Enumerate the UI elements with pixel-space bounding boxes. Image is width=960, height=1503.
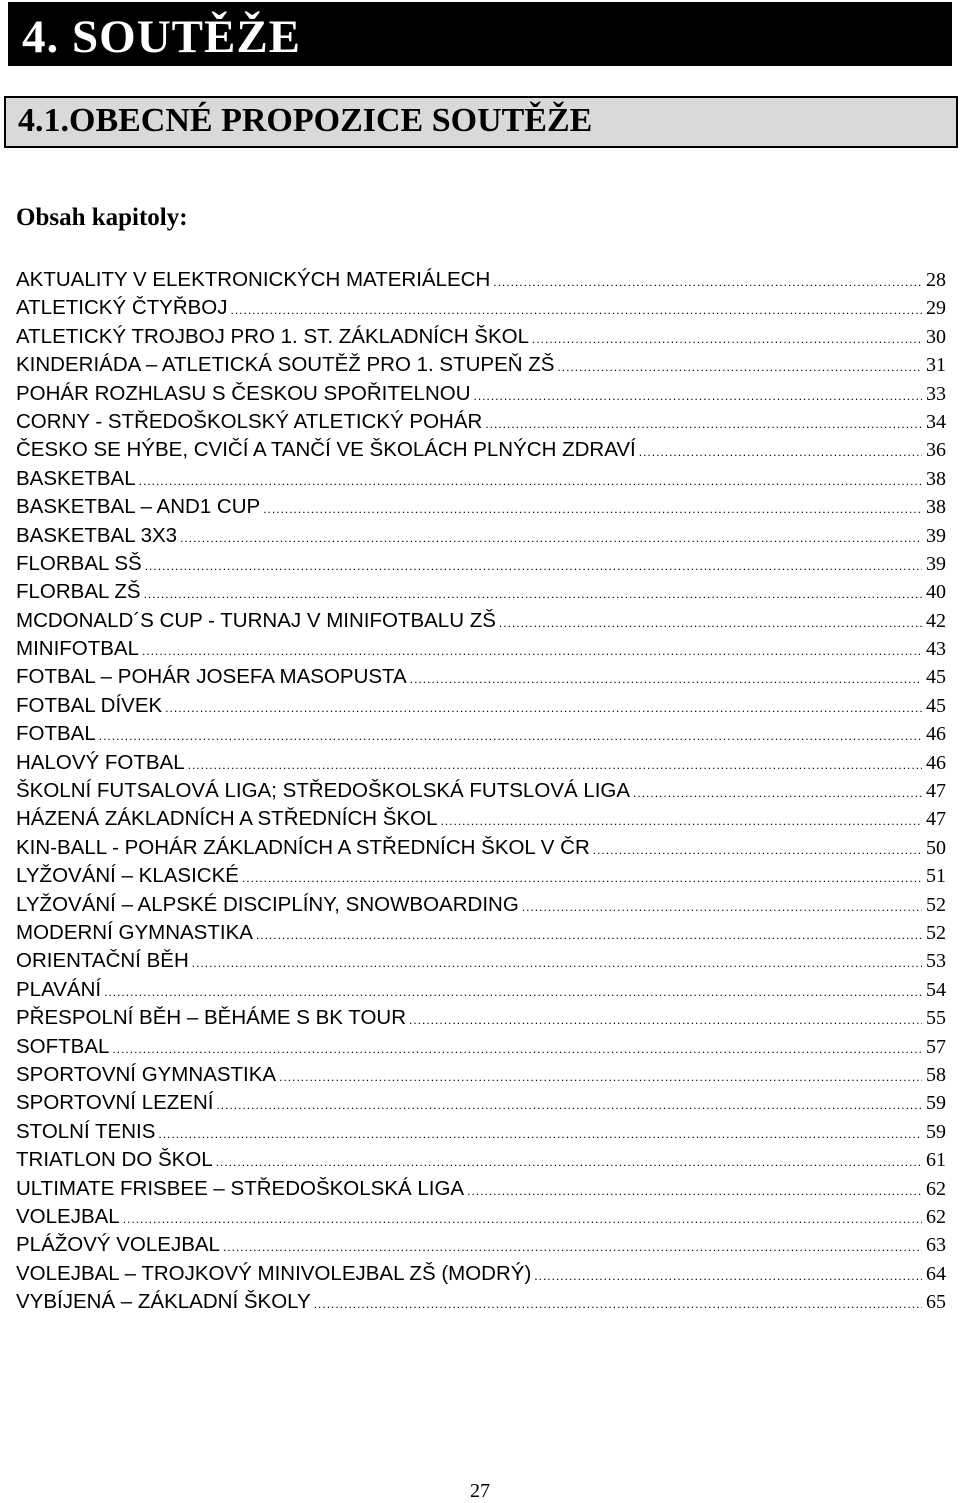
toc-entry[interactable] <box>16 862 946 890</box>
toc-entry[interactable] <box>16 777 946 805</box>
toc-entry-page: 36 <box>926 439 946 462</box>
toc-entry[interactable] <box>16 976 946 1004</box>
toc-entry[interactable] <box>16 1146 946 1174</box>
toc-entry-label: VOLEJBAL – TROJKOVÝ MINIVOLEJBAL ZŠ (MODRÝ) <box>16 1261 532 1285</box>
toc-entry-label: MINIFOTBAL <box>16 637 140 661</box>
toc-dot-leader <box>314 1290 922 1316</box>
toc-entry[interactable] <box>16 805 946 833</box>
toc-entry-page: 59 <box>926 1120 946 1143</box>
toc-entry-page: 38 <box>926 496 946 519</box>
toc-entry-label: ATLETICKÝ TROJBOJ PRO 1. ST. ZÁKLADNÍCH ŠKOL <box>16 324 530 348</box>
toc-dot-leader <box>216 1091 922 1117</box>
toc-entry-label: KINDERIÁDA – ATLETICKÁ SOUTĚŽ PRO 1. STUPEŇ ZŠ <box>16 353 555 377</box>
toc-dot-leader <box>532 325 922 351</box>
toc-entry-label: ČESKO SE HÝBE, CVIČÍ A TANČÍ VE ŠKOLÁCH PLNÝCH ZDRAVÍ <box>16 438 636 462</box>
toc-entry[interactable] <box>16 323 946 351</box>
toc-entry-page: 46 <box>926 751 946 774</box>
toc-dot-leader <box>145 552 922 578</box>
toc-entry[interactable] <box>16 408 946 436</box>
toc-entry-page: 38 <box>926 467 946 490</box>
toc-dot-leader <box>639 438 922 464</box>
toc-entry[interactable] <box>16 1004 946 1032</box>
toc-entry-page: 42 <box>926 609 946 632</box>
toc-entry-label: PŘESPOLNÍ BĚH – BĚHÁME S BK TOUR <box>16 1006 407 1030</box>
toc-entry[interactable] <box>16 294 946 322</box>
toc-entry-label: POHÁR ROZHLASU S ČESKOU SPOŘITELNOU <box>16 381 471 405</box>
page-number: 27 <box>470 1480 490 1502</box>
toc-dot-leader <box>410 665 922 691</box>
toc-dot-leader <box>557 353 922 379</box>
toc-entry[interactable] <box>16 607 946 635</box>
toc-entry-page: 51 <box>926 865 946 888</box>
toc-entry-label: ŠKOLNÍ FUTSALOVÁ LIGA; STŘEDOŠKOLSKÁ FUTSLOVÁ LIGA <box>16 779 631 803</box>
toc-entry-page: 61 <box>926 1149 946 1172</box>
toc-entry-page: 62 <box>926 1177 946 1200</box>
toc-dot-leader <box>144 580 922 606</box>
toc-entry[interactable] <box>16 692 946 720</box>
toc-entry-label: FLORBAL SŠ <box>16 551 142 575</box>
toc-dot-leader <box>158 1120 922 1146</box>
section-header <box>4 96 958 148</box>
toc-entry-page: 65 <box>926 1291 946 1314</box>
toc-entry-label: ORIENTAČNÍ BĚH <box>16 949 189 973</box>
toc-entry-label: SPORTOVNÍ GYMNASTIKA <box>16 1062 277 1086</box>
toc-entry-label: HÁZENÁ ZÁKLADNÍCH A STŘEDNÍCH ŠKOL <box>16 807 438 831</box>
toc-entry-page: 34 <box>926 410 946 433</box>
toc-entry[interactable] <box>16 663 946 691</box>
toc-entry[interactable] <box>16 1033 946 1061</box>
toc-entry[interactable] <box>16 720 946 748</box>
toc-dot-leader <box>279 1063 922 1089</box>
chapter-title: 4. SOUTĚŽE <box>22 11 302 63</box>
toc-dot-leader <box>593 836 922 862</box>
toc-entry-label: FOTBAL <box>16 722 96 746</box>
toc-entry-label: FLORBAL ZŠ <box>16 580 141 604</box>
toc-entry[interactable] <box>16 635 946 663</box>
toc-entry-label: BASKETBAL 3X3 <box>16 523 178 547</box>
toc-dot-leader <box>99 722 922 748</box>
toc-entry[interactable] <box>16 1089 946 1117</box>
toc-dot-leader <box>188 751 922 777</box>
toc-dot-leader <box>216 1148 922 1174</box>
toc-dot-leader <box>522 893 922 919</box>
toc-entry-page: 47 <box>926 808 946 831</box>
toc-entry-page: 46 <box>926 723 946 746</box>
toc-entry-page: 45 <box>926 666 946 689</box>
toc-entry[interactable] <box>16 266 946 294</box>
toc-entry-page: 52 <box>926 893 946 916</box>
toc-dot-leader <box>499 609 922 635</box>
toc-dot-leader <box>409 1006 922 1032</box>
toc-entry-label: FOTBAL – POHÁR JOSEFA MASOPUSTA <box>16 665 407 689</box>
toc-entry-label: HALOVÝ FOTBAL <box>16 750 185 774</box>
toc-entry[interactable] <box>16 351 946 379</box>
toc-entry[interactable] <box>16 493 946 521</box>
toc-entry-page: 39 <box>926 524 946 547</box>
toc-entry-page: 52 <box>926 921 946 944</box>
toc-entry-page: 55 <box>926 1007 946 1030</box>
toc-entry-page: 47 <box>926 780 946 803</box>
toc-entry-page: 43 <box>926 638 946 661</box>
toc-entry-label: CORNY - STŘEDOŠKOLSKÝ ATLETICKÝ POHÁR <box>16 409 483 433</box>
toc-entry[interactable] <box>16 1203 946 1231</box>
toc-entry-page: 45 <box>926 694 946 717</box>
toc-dot-leader <box>192 949 922 975</box>
toc-entry[interactable] <box>16 380 946 408</box>
toc-entry-page: 33 <box>926 382 946 405</box>
toc-entry-page: 63 <box>926 1234 946 1257</box>
toc-entry-page: 53 <box>926 950 946 973</box>
toc-entry-page: 54 <box>926 978 946 1001</box>
chapter-header <box>8 2 952 66</box>
toc-entry-label: STOLNÍ TENIS <box>16 1119 156 1143</box>
section-title: 4.1.OBECNÉ PROPOZICE SOUTĚŽE <box>18 102 593 139</box>
toc-entry[interactable] <box>16 436 946 464</box>
toc-entry[interactable] <box>16 1231 946 1259</box>
toc-dot-leader <box>485 410 922 436</box>
table-of-contents <box>16 266 946 1316</box>
toc-entry-label: ATLETICKÝ ČTYŘBOJ <box>16 296 228 320</box>
toc-entry-label: LYŽOVÁNÍ – ALPSKÉ DISCIPLÍNY, SNOWBOARDING <box>16 892 519 916</box>
toc-entry-label: KIN-BALL - POHÁR ZÁKLADNÍCH A STŘEDNÍCH ŠKOL V ČR <box>16 835 590 859</box>
toc-dot-leader <box>440 807 922 833</box>
toc-dot-leader <box>139 467 922 493</box>
toc-entry-page: 59 <box>926 1092 946 1115</box>
toc-entry-label: SOFTBAL <box>16 1034 110 1058</box>
toc-dot-leader <box>142 637 922 663</box>
toc-entry-label: TRIATLON DO ŠKOL <box>16 1148 213 1172</box>
toc-entry-label: LYŽOVÁNÍ – KLASICKÉ <box>16 864 239 888</box>
toc-dot-leader <box>467 1177 922 1203</box>
toc-dot-leader <box>104 978 922 1004</box>
toc-dot-leader <box>263 495 922 521</box>
toc-entry[interactable] <box>16 1288 946 1316</box>
toc-dot-leader <box>231 296 923 322</box>
toc-entry-label: BASKETBAL – AND1 CUP <box>16 495 261 519</box>
toc-dot-leader <box>242 864 922 890</box>
toc-entry[interactable] <box>16 919 946 947</box>
toc-dot-leader <box>633 779 922 805</box>
toc-entry-label: VOLEJBAL <box>16 1204 120 1228</box>
toc-entry[interactable] <box>16 550 946 578</box>
toc-entry-page: 62 <box>926 1205 946 1228</box>
toc-entry[interactable] <box>16 465 946 493</box>
toc-entry-label: ULTIMATE FRISBEE – STŘEDOŠKOLSKÁ LIGA <box>16 1176 465 1200</box>
toc-entry-label: FOTBAL DÍVEK <box>16 693 163 717</box>
toc-dot-leader <box>474 382 922 408</box>
toc-entry-page: 50 <box>926 836 946 859</box>
toc-entry[interactable] <box>16 522 946 550</box>
toc-dot-leader <box>223 1233 922 1259</box>
toc-entry-page: 64 <box>926 1262 946 1285</box>
toc-entry[interactable] <box>16 1061 946 1089</box>
toc-entry-label: AKTUALITY V ELEKTRONICKÝCH MATERIÁLECH <box>16 268 491 291</box>
toc-entry[interactable] <box>16 891 946 919</box>
toc-dot-leader <box>534 1262 922 1288</box>
toc-dot-leader <box>112 1035 922 1061</box>
contents-heading: Obsah kapitoly: <box>16 204 188 231</box>
toc-entry-page: 40 <box>926 581 946 604</box>
toc-dot-leader <box>165 694 922 720</box>
toc-entry[interactable] <box>16 578 946 606</box>
toc-entry[interactable] <box>16 1118 946 1146</box>
toc-entry-label: BASKETBAL <box>16 466 136 490</box>
toc-entry-label: MODERNÍ GYMNASTIKA <box>16 920 253 944</box>
toc-entry-label: MCDONALD´S CUP - TURNAJ V MINIFOTBALU ZŠ <box>16 608 496 632</box>
toc-entry-page: 30 <box>926 325 946 348</box>
toc-entry-page: 57 <box>926 1035 946 1058</box>
toc-entry-page: 58 <box>926 1063 946 1086</box>
toc-entry-label: PLAVÁNÍ <box>16 977 102 1001</box>
toc-dot-leader <box>180 524 922 550</box>
toc-entry-page: 28 <box>926 269 946 291</box>
toc-entry[interactable] <box>16 834 946 862</box>
toc-dot-leader <box>493 268 922 294</box>
toc-entry-label: SPORTOVNÍ LEZENÍ <box>16 1091 214 1115</box>
toc-entry-page: 31 <box>926 354 946 377</box>
toc-entry-label: VYBÍJENÁ – ZÁKLADNÍ ŠKOLY <box>16 1290 311 1314</box>
toc-entry-page: 39 <box>926 552 946 575</box>
toc-entry-label: PLÁŽOVÝ VOLEJBAL <box>16 1233 220 1257</box>
toc-entry-page: 29 <box>926 297 946 320</box>
toc-entry[interactable] <box>16 947 946 975</box>
toc-entry[interactable] <box>16 749 946 777</box>
toc-entry[interactable] <box>16 1175 946 1203</box>
toc-entry[interactable] <box>16 1260 946 1288</box>
toc-dot-leader <box>123 1205 922 1231</box>
toc-dot-leader <box>256 921 922 947</box>
